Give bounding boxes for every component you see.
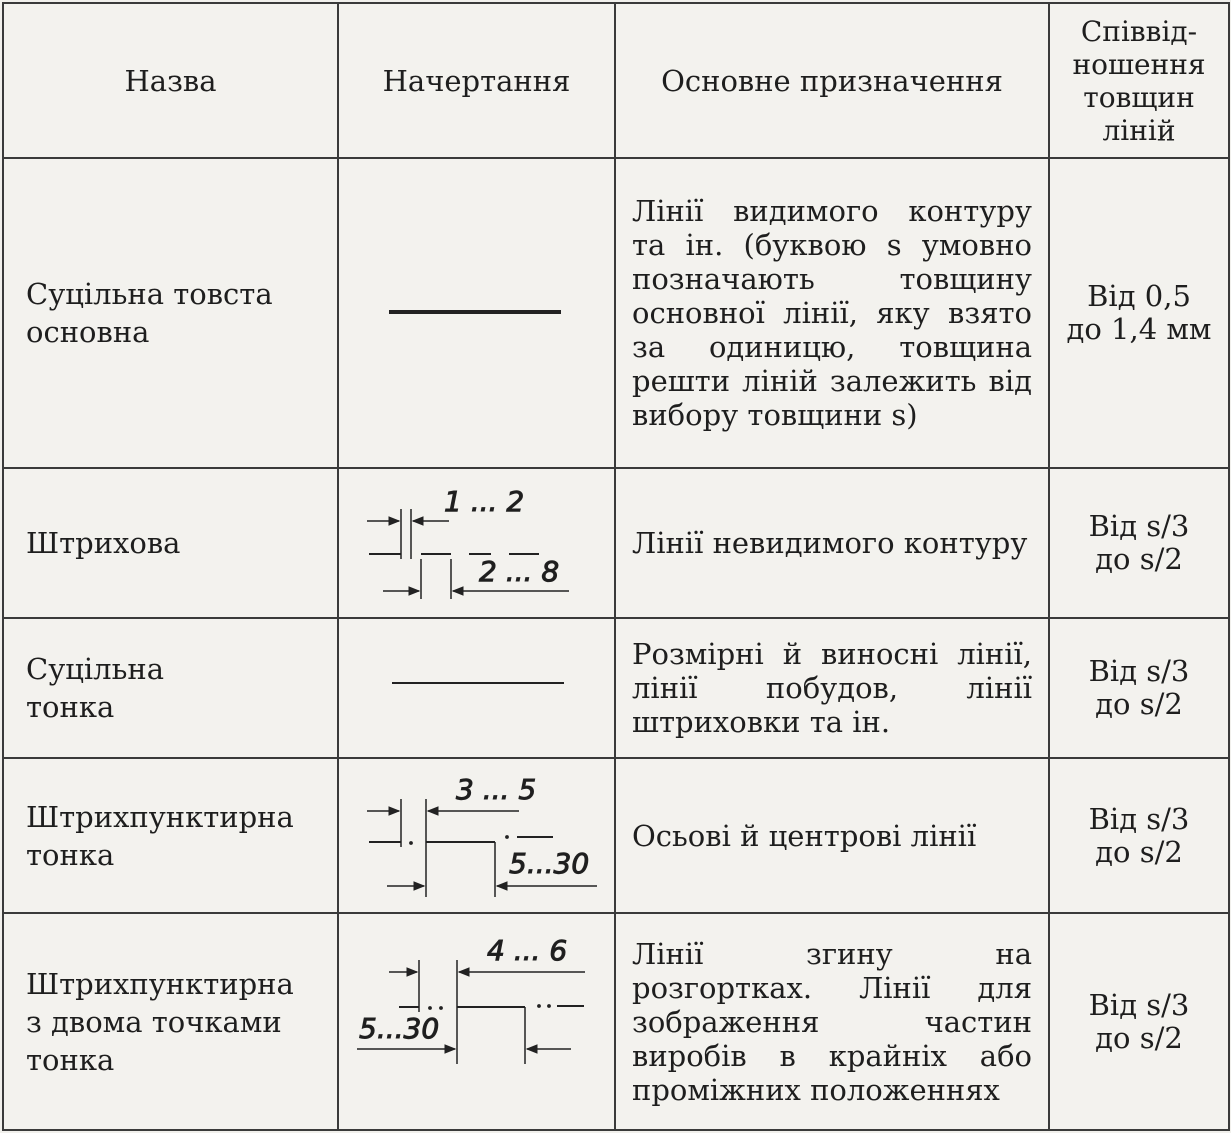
header-style: Начертання (338, 3, 615, 158)
line-types-table (2, 2, 1230, 1131)
dash-length-label: 5...30 (359, 1012, 440, 1045)
line-name: Штрихпунктирна з двома точками тонка (3, 913, 338, 1130)
table-row (3, 158, 1229, 468)
line-purpose: Розмірні й виносні лінії, лінії побудов, лінії штриховки та ін. (615, 618, 1049, 758)
table-row (3, 468, 1229, 618)
line-name: Суцільна товста основна (3, 158, 338, 468)
header-purpose: Основне призначення (615, 3, 1049, 158)
dash-length-label: 2 ... 8 (479, 555, 560, 588)
line-name: Суцільна тонка (3, 618, 338, 758)
line-thickness-ratio: Від s/3 до s/2 (1049, 913, 1229, 1130)
line-purpose: Лінії видимого контуру та ін. (буквою s умовно позначають товщину основної лінії, яку взято за одиницю, товщина решти ліній залежить від вибору товщини s) (615, 158, 1049, 468)
header-name: Назва (3, 3, 338, 158)
dash-dot-line-diagram (339, 759, 616, 914)
line-purpose: Осьові й центрові лінії (615, 758, 1049, 913)
line-name: Штрихпунктирна тонка (3, 758, 338, 913)
dash-gap-label: 1 ... 2 (444, 485, 525, 518)
table-row (3, 618, 1229, 758)
header-row (3, 3, 1229, 158)
line-thickness-ratio: Від s/3 до s/2 (1049, 468, 1229, 618)
line-thickness-ratio: Від 0,5 до 1,4 мм (1049, 158, 1229, 468)
header-ratio: Співвід- ношення товщин ліній (1049, 3, 1229, 158)
table-row (3, 758, 1229, 913)
line-thickness-ratio: Від s/3 до s/2 (1049, 618, 1229, 758)
line-sample-cell (338, 468, 615, 618)
line-purpose: Лінії невидимого контуру (615, 468, 1049, 618)
line-sample-cell (338, 913, 615, 1130)
line-name: Штрихова (3, 468, 338, 618)
line-sample-cell (338, 618, 615, 758)
dashed-line-diagram (339, 469, 616, 619)
solid-thin-line-sample (339, 619, 616, 759)
dot-gap-label: 4 ... 6 (487, 934, 568, 967)
dot-gap-label: 3 ... 5 (456, 773, 537, 806)
line-thickness-ratio: Від s/3 до s/2 (1049, 758, 1229, 913)
line-purpose: Лінії згину на розгортках. Лінії для зображення частин виробів в крайніх або проміжних положеннях (615, 913, 1049, 1130)
solid-thick-line-sample (339, 159, 616, 469)
line-sample-cell (338, 758, 615, 913)
dash-length-label: 5...30 (509, 847, 590, 880)
line-sample-cell (338, 158, 615, 468)
table-row (3, 913, 1229, 1130)
dash-two-dot-line-diagram (339, 914, 616, 1131)
